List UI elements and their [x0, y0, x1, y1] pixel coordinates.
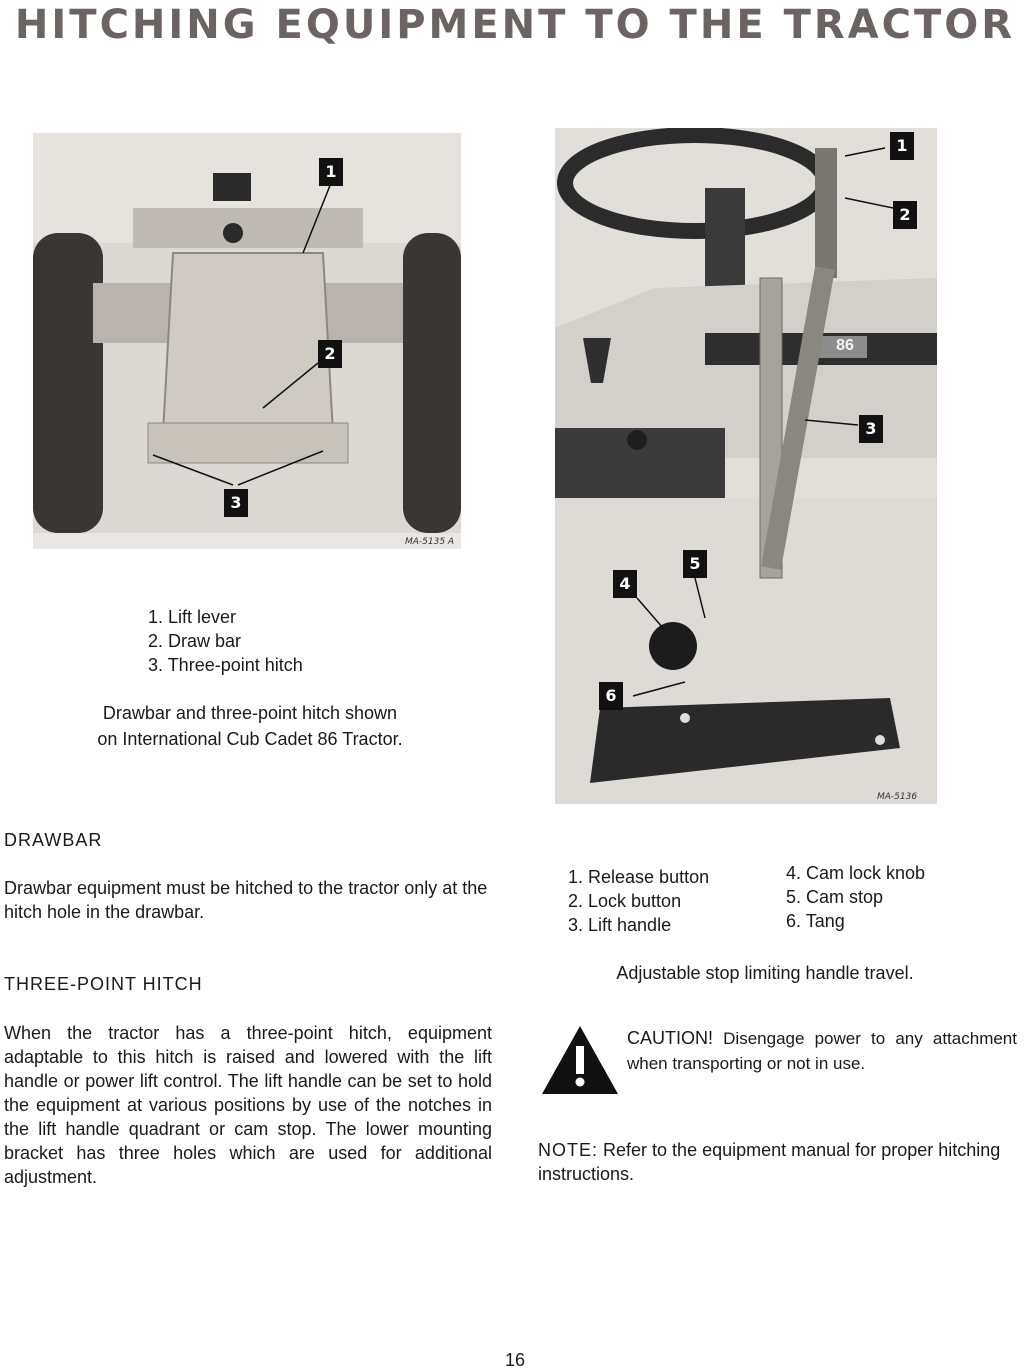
page-number: 16 — [504, 1350, 526, 1370]
caution-block — [627, 1026, 1017, 1076]
three-point-heading: THREE-POINT HITCH — [4, 974, 203, 994]
callout-2: 2 — [893, 201, 917, 229]
note-label: NOTE: — [538, 1140, 599, 1160]
rear-hitch-photo — [33, 133, 461, 549]
caution-label: CAUTION! — [627, 1028, 714, 1048]
note-text: Refer to the equipment manual for proper hitching instructions. — [538, 1140, 1001, 1184]
right-legend-right — [786, 861, 925, 933]
legend-item: 1. Lift lever — [148, 607, 237, 627]
drawbar-heading: DRAWBAR — [4, 830, 103, 850]
drawbar-body: Drawbar equipment must be hitched to the tractor only at the hitch hole in the drawbar. — [4, 878, 488, 922]
legend-item: 2. Draw bar — [148, 631, 242, 651]
figure-code: MA-5136 — [877, 792, 918, 802]
right-caption: Adjustable stop limiting handle travel. — [616, 963, 914, 983]
legend-item: 6. Tang — [786, 911, 845, 931]
lift-handle-photo — [555, 128, 937, 804]
callout-5: 5 — [683, 550, 707, 578]
rear-hitch-illustration — [33, 133, 461, 549]
note-block — [538, 1138, 1026, 1186]
three-point-body: When the tractor has a three-point hitch, equipment adaptable to this hitch is raised and lowered with the lift handle or power lift control. The lift handle can be set to hold the equipment at various positions by use of the notches in the lift handle quadrant or cam stop. The lower mounting bracket has three holes which are used for additional adjustment. — [4, 1023, 492, 1187]
callout-3: 3 — [224, 489, 248, 517]
figure-code: MA-5135 A — [405, 537, 455, 547]
legend-item: 1. Release button — [568, 867, 710, 887]
callout-4: 4 — [613, 570, 637, 598]
warning-icon — [540, 1024, 620, 1096]
page-title: HITCHING EQUIPMENT TO THE TRACTOR — [14, 2, 1016, 48]
model-badge: 86 — [836, 337, 854, 354]
callout-6: 6 — [599, 682, 623, 710]
callout-1: 1 — [890, 132, 914, 160]
legend-item: 4. Cam lock knob — [786, 863, 926, 883]
legend-item: 2. Lock button — [568, 891, 682, 911]
caption-line: Drawbar and three-point hitch shown — [102, 703, 398, 723]
right-legend-left — [568, 865, 709, 937]
caution-text: Disengage power to any attachment when transporting or not in use. — [627, 1029, 1017, 1073]
legend-item: 3. Lift handle — [568, 915, 672, 935]
callout-2: 2 — [318, 340, 342, 368]
callout-3: 3 — [859, 415, 883, 443]
callout-1: 1 — [319, 158, 343, 186]
legend-item: 3. Three-point hitch — [148, 655, 303, 675]
caption-line: on International Cub Cadet 86 Tractor. — [97, 729, 403, 749]
left-caption — [40, 700, 460, 752]
left-legend — [148, 605, 303, 677]
legend-item: 5. Cam stop — [786, 887, 884, 907]
